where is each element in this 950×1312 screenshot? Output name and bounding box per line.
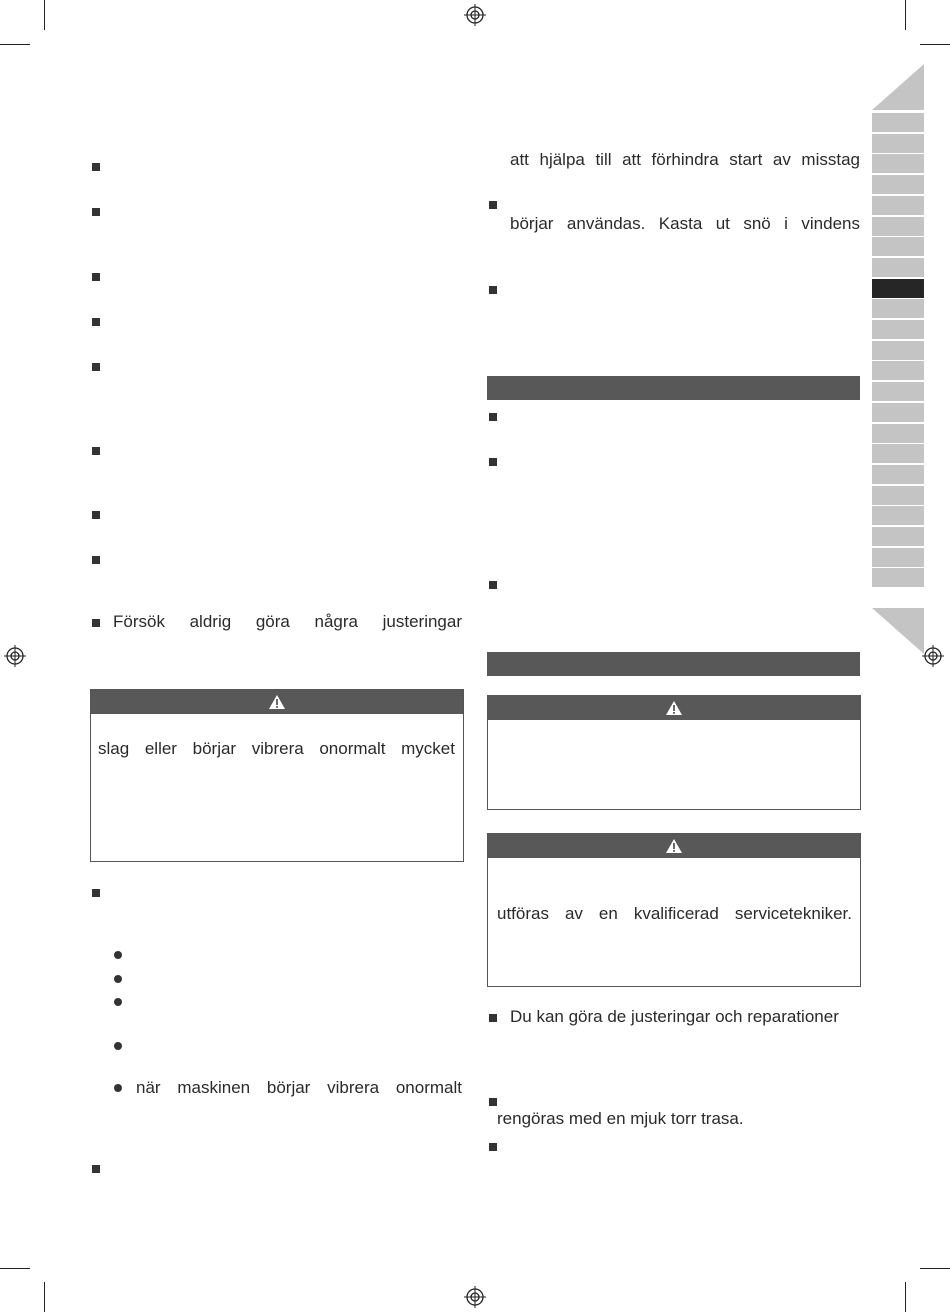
side-tab (872, 320, 924, 339)
bullet-square-icon (489, 413, 497, 421)
side-tab-active (872, 279, 924, 298)
bullet-square-icon (489, 286, 497, 294)
adjust-text: Försök aldrig göra några justeringar (113, 612, 462, 631)
side-tab (872, 568, 924, 587)
side-tab (872, 113, 924, 132)
bullet-square-icon (489, 1098, 497, 1106)
bullet-square-icon (92, 447, 100, 455)
warning-box-left (90, 689, 464, 862)
warning-header (488, 696, 860, 720)
registration-mark-icon (464, 4, 486, 26)
side-tab (872, 444, 924, 463)
side-tab (872, 237, 924, 256)
bullet-dot-icon (114, 975, 122, 983)
side-tab (872, 548, 924, 567)
bullet-dot-icon (114, 1084, 122, 1092)
crop-mark (920, 1268, 950, 1269)
side-tab (872, 217, 924, 236)
warning-header (488, 834, 860, 858)
side-tab (872, 403, 924, 422)
bullet-square-icon (92, 318, 100, 326)
bullet-square-icon (92, 1165, 100, 1173)
side-tab (872, 361, 924, 380)
side-tab (872, 506, 924, 525)
bullet-square-icon (92, 273, 100, 281)
crop-mark (0, 44, 30, 45)
warning-triangle-icon (665, 838, 683, 854)
registration-mark-icon (922, 645, 944, 667)
side-tab (872, 134, 924, 153)
bullet-square-icon (489, 1014, 497, 1022)
section-heading-bar (487, 376, 860, 400)
bullet-square-icon (92, 363, 100, 371)
bullet-square-icon (92, 511, 100, 519)
bullet-square-icon (489, 1143, 497, 1151)
side-tab-bottom-triangle (872, 608, 924, 656)
section-heading-bar (487, 652, 860, 676)
warning-text: slag eller börjar vibrera onormalt mycket (98, 739, 455, 758)
side-tab (872, 486, 924, 505)
side-tab-top-triangle (872, 64, 924, 112)
side-tab (872, 527, 924, 546)
registration-mark-icon (4, 645, 26, 667)
side-tab (872, 382, 924, 401)
wind-text: börjar användas. Kasta ut snö i vindens (510, 214, 860, 233)
side-tab (872, 154, 924, 173)
bullet-dot-icon (114, 998, 122, 1006)
side-tab (872, 465, 924, 484)
clean-text: rengöras med en mjuk torr trasa. (497, 1109, 744, 1128)
bullet-square-icon (92, 619, 100, 627)
crop-mark (44, 0, 45, 30)
crop-mark (44, 1282, 45, 1312)
warning-triangle-icon (268, 694, 286, 710)
bullet-square-icon (489, 201, 497, 209)
bullet-text: när maskinen börjar vibrera onormalt (136, 1078, 462, 1097)
prevent-start-text: att hjälpa till att förhindra start av misstag (510, 150, 860, 169)
registration-mark-icon (464, 1286, 486, 1308)
bullet-square-icon (92, 556, 100, 564)
crop-mark (920, 44, 950, 45)
side-tab (872, 196, 924, 215)
side-tab (872, 175, 924, 194)
adjustments-text: Du kan göra de justeringar och reparationer (510, 1007, 839, 1026)
side-tab (872, 341, 924, 360)
warning-header (91, 690, 463, 714)
warning-box-right-1 (487, 695, 861, 810)
side-tab (872, 299, 924, 318)
side-tab (872, 258, 924, 277)
side-tab (872, 424, 924, 443)
crop-mark (905, 0, 906, 30)
bullet-dot-icon (114, 1042, 122, 1050)
bullet-square-icon (489, 581, 497, 589)
bullet-square-icon (92, 889, 100, 897)
warning-box-right-2 (487, 833, 861, 987)
bullet-square-icon (92, 208, 100, 216)
bullet-square-icon (92, 163, 100, 171)
warning-triangle-icon (665, 700, 683, 716)
bullet-dot-icon (114, 951, 122, 959)
crop-mark (905, 1282, 906, 1312)
warning-text: utföras av en kvalificerad servicetekniker. (497, 904, 852, 923)
crop-mark (0, 1268, 30, 1269)
bullet-square-icon (489, 458, 497, 466)
